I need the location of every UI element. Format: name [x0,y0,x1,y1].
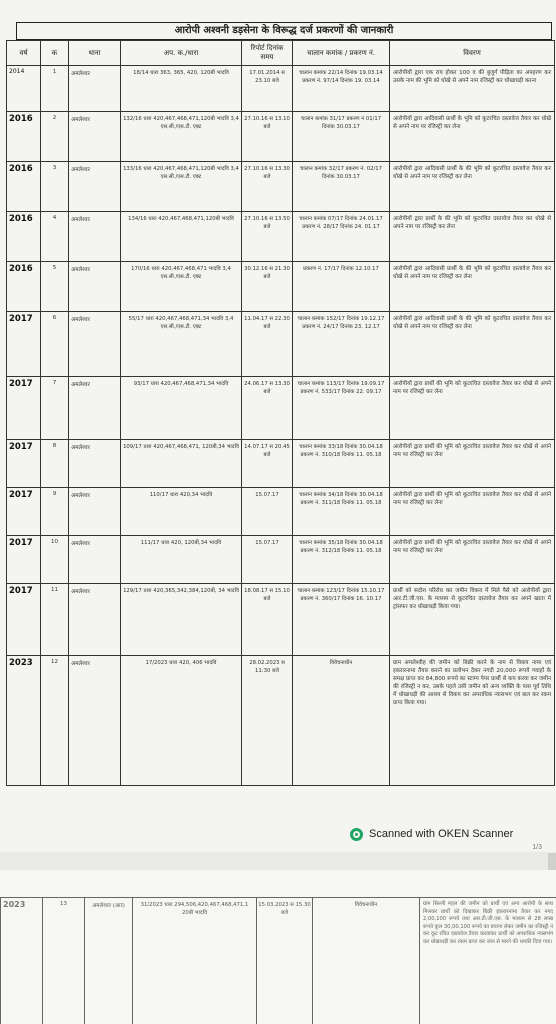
table-row [7,312,555,377]
cell-station: अमलेश्वर [69,212,121,262]
cell-details: आरोपीयों द्वारा आदिवासी प्रार्थी के भूमि को कूटरचित दस्तावेज तैयार कर धोखे से अपने नाम पर रजिस्ट्री कर लेना [390,112,555,162]
cell-details: ग्राम अमलेश्वीह की जमीन को बिक्री करने के नाम से विकय नामा एवं इकरारनामा तैयार कराने का प्रलोभन देकर नगदी 20,000 रूपये गवाहों के समक्ष प्राप्त कर 84,800 रूपये का स्टाम्प पेपर प्रार्थी से कय करवा कर जमीन की रजिस्ट्री न कर, उसके पहले उसी जमीन को अन्य व्यक्ति के पास पूर्व तिथि में धोखाधड़ी की आशय से विकय कर अपराधिक न्यासभग एवं छल कर रकम प्राप्त किया गया। [390,656,555,786]
table-row [7,162,555,212]
table-header-row [7,41,555,66]
cell-station: अमलेश्वर [69,112,121,162]
cell-challan: चालान कमांक 33/18 दिनांक 30.04.18 प्रकरण नं. 310/18 दिनांक 11. 05.18 [293,440,390,488]
cell-serial: 11 [41,584,69,656]
cell-year: 2017 [7,312,41,377]
cell-sections: 55/17 धारा 420,467,468,471,34 भादवि 3,4 एस.सी./एस.टी. एक्ट [121,312,242,377]
cell-report: 15.07.17 [242,488,293,536]
cell-sections: 93/17 धारा 420,467,468,471,34 भादवि [121,377,242,440]
cell-serial: 5 [41,262,69,312]
cell-serial: 7 [41,377,69,440]
cell-details: आरोपीयों द्वारा प्रार्थी के की भूमि को कूटरचित दस्तावेज तैयार कर धोखे से अपने नाम पर रजिस्ट्री कर लेना [390,212,555,262]
cell-serial: 13 [43,898,85,1024]
header-serial: क [41,41,69,66]
cell-report: 30.12.16 स 21.30 बजे [242,262,293,312]
header-year: वर्ष [7,41,41,66]
header-crime-sections: अप. क./धारा [121,41,242,66]
cell-challan: चालान कमांक 34/18 दिनांक 30.04.18 प्रकरण नं. 311/18 दिनांक 11. 05.18 [293,488,390,536]
cell-serial: 4 [41,212,69,262]
cell-report: 11.04.17 स 22.30 बजे [242,312,293,377]
cell-challan: चालान कमांक 07/17 दिनांक 24.01.17 प्रकरण नं. 28/17 दिनांक 24. 01.17 [293,212,390,262]
cell-challan: विवेचनाधीन [293,656,390,786]
cell-serial: 1 [41,66,69,112]
cell-report: 27.10.16 स 13.30 बजे [242,162,293,212]
cell-challan: चालान कमांक 35/18 दिनांक 30.04.18 प्रकरण नं. 312/18 दिनांक 11. 05.18 [293,536,390,584]
cases-table-continued [0,897,556,1024]
cell-serial: 6 [41,312,69,377]
cell-serial: 10 [41,536,69,584]
cell-details: आरोपीयों द्वारा आदिवासी प्रार्थी के की भूमि को कूटरचित दस्तावेज तैयार कर धोखे से अपने नाम पर रजिस्ट्री कर लेना [390,262,555,312]
cell-serial: 9 [41,488,69,536]
cell-details: आरोपीयों द्वारा आदिवासी प्रार्थी के की भूमि को कूटरचित दस्तावेज तैयार कर धोखे से अपने नाम पर रजिस्ट्री कर लेना [390,312,555,377]
cell-station: अमलेश्वर [69,488,121,536]
cell-challan: चालान कमांक 123/17 दिनांक 15.10.17 प्रकरण नं. 360/17 दिनांक 16. 10.17 [293,584,390,656]
table-row [7,112,555,162]
cell-sections: 31/2023 धारा 294,506,420,467,468,471,1 20बी भादवि [133,898,257,1024]
cell-sections: 132/16 धारा 420,467,468,471,120बी भादवि 3,4 एस.सी./एस.टी. एक्ट [121,112,242,162]
table-row [7,536,555,584]
cell-sections: 109/17 धारा 420,467,468,471, 120बी,34 भादवि [121,440,242,488]
cell-details: ग्राम सिल्ली महल की जमीन को प्रार्थी एवं अन्य आरोपी के साथ मिलकर प्रार्थी को दिखाकर बिक्री इकरारनामा तैयार कर नगद 2,00,100 रूपये तथा आर.टी.जी.एस. के माध्यम से 28 लाख रूपये कुल 30,00,100 रूपये का बयाना लेकर जमीन का रजिस्ट्री न कर कूट रचित दस्तावेज तैयार करवाकर प्रार्थी को अपराधिक न्यासभंग कर धोखाधड़ी कर रकम प्राप्त कर जान से मारने की धमकी दिया गया। [420,898,556,1024]
cell-report: 27.10.16 स 13.50 बजे [242,212,293,262]
cell-details: आरोपीयों द्वारा आदिवासी प्रार्थी के की भूमि को कूटरचित दस्तावेज तैयार कर धोखे से अपने नाम पर रजिस्ट्री कर लेना [390,162,555,212]
cell-year: 2016 [7,112,41,162]
cell-year: 2023 [7,656,41,786]
oken-scanner-logo-icon [350,828,363,841]
header-challan: चालान कमांक / प्रकरण नं. [293,41,390,66]
cell-station: अमलेश्वर [69,440,121,488]
cell-details: आरोपीयों द्वारा प्रार्थी की भूमि को कूटरचित दस्तावेज तैयार कर धोखे से अपने नाम पर रजिस्ट्री कर लेना [390,488,555,536]
cell-challan: विवेचनाधीन [313,898,420,1024]
table-row [7,262,555,312]
table-row [7,212,555,262]
header-station: थाना [69,41,121,66]
cell-year: 2017 [7,488,41,536]
header-details: विवरण [390,41,555,66]
table-row [7,488,555,536]
header-report-date: रिपोर्ट दिनांक समय [242,41,293,66]
cell-details: आरोपीयों द्वारा प्रार्थी की भूमि को कूटरचित दस्तावेज तैयार कर धोखे से अपने नाम पर रजिस्ट्री कर लेना [390,536,555,584]
cell-sections: 111/17 धारा 420, 120बी,34 भादवि [121,536,242,584]
cell-sections: 18/14 धारा 363, 365, 420, 120बी भादवि [121,66,242,112]
cell-year: 2017 [7,536,41,584]
cell-sections: 134/16 धारा 420,467,468,471,120बी भादवि [121,212,242,262]
cell-station: अमलेश्वर [69,312,121,377]
cell-sections: 133/16 धारा 420,467,468,471,120बी भादवि 3,4 एस.सी./एस.टी. एक्ट [121,162,242,212]
cell-serial: 3 [41,162,69,212]
cell-report: 15.07.17 [242,536,293,584]
cell-report: 15.03.2023 स 15.30 बजे [257,898,313,1024]
cell-challan: चालान कमांक 31/17 प्रकरण नं 01/17 दिनांक 30.03.17 [293,112,390,162]
cell-year: 2016 [7,212,41,262]
scanner-watermark [350,826,513,842]
cell-details: आरोपीयों द्वारा प्रार्थी की भूमि को कूटरचित दस्तावेज तैयार कर धोखे से अपने नाम पर रजिस्ट्री कर लेना [390,440,555,488]
cell-sections: 110/17 धारा 420,34 भादवि [121,488,242,536]
cell-station: अमलेश्वर [69,377,121,440]
table-row [1,898,556,1024]
cell-challan: प्रकरण नं. 17/17 दिनांक 12.10.17 [293,262,390,312]
cell-report: 18.08.17 स 15.10 बजे [242,584,293,656]
cell-year: 2017 [7,440,41,488]
cell-station: अमलेश्वर [69,584,121,656]
cell-serial: 8 [41,440,69,488]
cell-challan: चालान कमांक 113/17 दिनांक 19.09.17 प्रकरण नं. 533/17 दिनांक 22. 09.17 [293,377,390,440]
cell-challan: चालान कमांक 32/17 प्रकरण नं. 02/17 दिनांक 30.03.17 [293,162,390,212]
scanner-label: Scanned with OKEN Scanner [369,828,514,840]
cell-station: अमलेश्वर (आर) [85,898,133,1024]
cell-year: 2017 [7,584,41,656]
table-row [7,584,555,656]
cell-year: 2023 [1,898,43,1024]
cell-station: अमलेश्वर [69,66,121,112]
cell-challan: चालान कमांक 22/14 दिनांक 19.03.14 प्रकरण नं. 97/14 दिनांक 19. 03.14 [293,66,390,112]
cell-details: प्रार्थी को सदोश परिरोध कर जमीन विकय में मिले पैसे को आरोपीयों द्वारा आर.टी.जी.एस. के माध्यम से कूटरचित दस्तावेज तैयार कर अपने खाता में ट्रांसफर कर धोखाधड़ी किया गया। [390,584,555,656]
page-number: 1/3 [532,844,542,851]
table-row [7,656,555,786]
table-row [7,440,555,488]
scanned-page-2 [0,870,556,1024]
document-title: आरोपी अश्वनी डड़सेना के विरूद्ध दर्ज प्रकरणों की जानकारी [16,22,552,40]
cell-details: आरोपीयों द्वारा प्रार्थी की भूमि को कूटरचित दस्तावेज तैयार कर धोखे से अपने नाम पर रजिस्ट्री कर लेना [390,377,555,440]
cell-report: 14.07.17 स 20.45 बजे [242,440,293,488]
cell-details: आरोपीयों द्वारा एक राय होकर 100 व की बुजुर्ग पीड़िता का अपहरण कर उसके नाम की भूमि को धोखे से अपने नाम रजिस्ट्री कर धोखाधड़ी करना [390,66,555,112]
cell-report: 24.06.17 स 13.30 बजे [242,377,293,440]
page-gap-divider [548,853,556,871]
cases-table [6,40,555,786]
cell-report: 28.02.2023 स 11:30 बजे [242,656,293,786]
cell-year: 2016 [7,262,41,312]
cell-station: अमलेश्वर [69,262,121,312]
cell-serial: 12 [41,656,69,786]
cell-report: 17.01.2014 स 23.10 बजे [242,66,293,112]
cell-year: 2017 [7,377,41,440]
cell-sections: 170/16 धारा 420,467,468,471 भादवि 3,4 एस.सी./एस.टी. एक्ट [121,262,242,312]
cell-serial: 2 [41,112,69,162]
cell-year: 2014 [7,66,41,112]
table-row [7,66,555,112]
cell-report: 27.10.16 स 13.10 बजे [242,112,293,162]
cell-year: 2016 [7,162,41,212]
table-row [7,377,555,440]
cell-challan: चालान कमांक 152/17 दिनांक 19.12.17 प्रकरण नं. 24/17 दिनांक 23. 12.17 [293,312,390,377]
cell-station: अमलेश्वर [69,536,121,584]
cell-station: अमलेश्वर [69,656,121,786]
cell-sections: 129/17 धारा 420,365,342,384,120बी, 34 भादवि [121,584,242,656]
cell-station: अमलेश्वर [69,162,121,212]
cell-sections: 17/2023 धारा 420, 406 भादवि [121,656,242,786]
